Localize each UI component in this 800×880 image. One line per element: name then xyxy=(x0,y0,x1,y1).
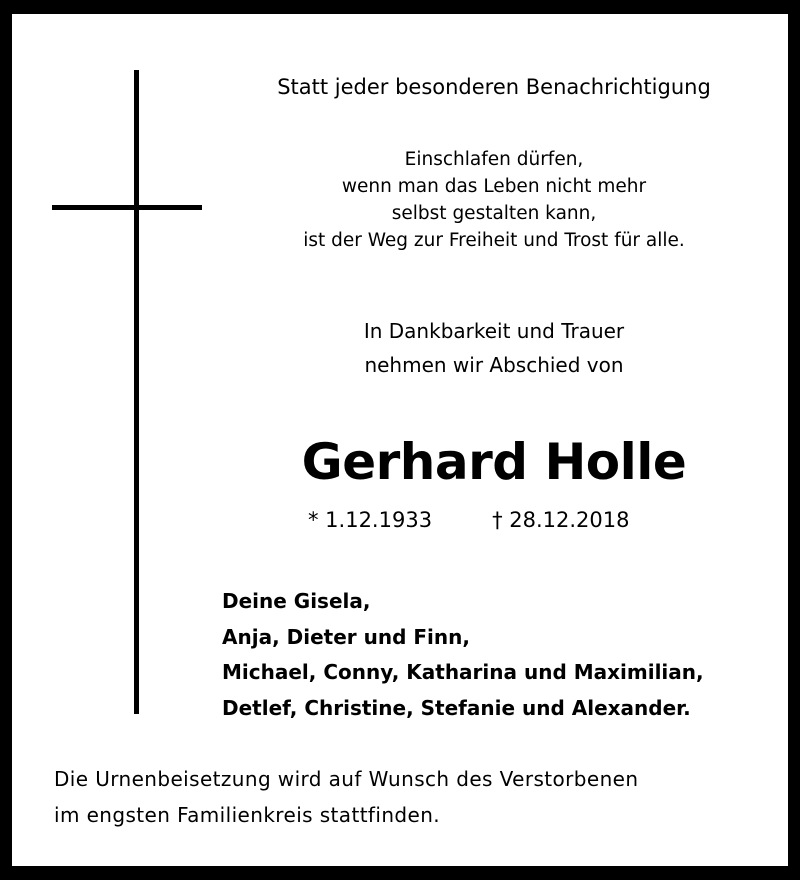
life-dates xyxy=(308,506,629,534)
intro-text xyxy=(234,314,754,382)
intro-line: nehmen wir Abschied von xyxy=(364,353,624,377)
cross-icon-beam xyxy=(52,205,202,210)
poem xyxy=(234,146,754,254)
mourners-list xyxy=(222,584,704,726)
mourner-line: Anja, Dieter und Finn, xyxy=(222,624,470,649)
deceased-name: Gerhard Holle xyxy=(301,433,687,491)
death-date: † 28.12.2018 xyxy=(492,508,630,532)
notice-line: Die Urnenbeisetzung wird auf Wunsch des Verstorbenen xyxy=(54,767,639,791)
mourner-line: Michael, Conny, Katharina und Maximilian, xyxy=(222,660,704,684)
notice-line: im engsten Familienkreis stattfinden. xyxy=(54,803,441,827)
cross-icon xyxy=(134,70,139,714)
poem-line: Einschlafen dürfen, xyxy=(404,149,584,170)
birth-date: * 1.12.1933 xyxy=(308,508,433,532)
obituary-frame xyxy=(12,14,788,866)
poem-line: selbst gestalten kann, xyxy=(391,203,597,224)
poem-line: wenn man das Leben nicht mehr xyxy=(341,176,647,197)
mourner-line: Deine Gisela, xyxy=(222,589,371,613)
burial-notice xyxy=(54,761,754,833)
intro-line: In Dankbarkeit und Trauer xyxy=(363,319,625,343)
poem-line: ist der Weg zur Freiheit und Trost für alle. xyxy=(303,230,685,251)
mourner-line: Detlef, Christine, Stefanie und Alexander. xyxy=(222,695,691,720)
headline: Statt jeder besonderen Benachrichtigung xyxy=(277,75,711,99)
